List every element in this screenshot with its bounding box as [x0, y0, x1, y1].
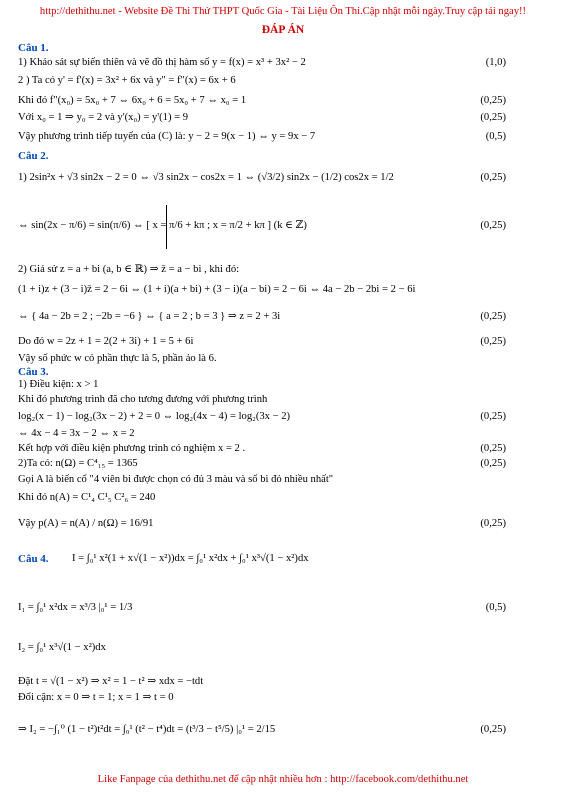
q2-line-1: 1) 2sin²x + √3 sin2x − 2 = 0 ⇔ √3 sin2x − cos2x = 1 ⇔ (√3/2) sin2x − (1/2) cos2x = 1/2: [18, 172, 394, 183]
q2-score-2: (0,25): [480, 220, 506, 231]
q2-line-4: (1 + i)z + (3 − i)z̄ = 2 − 6i ⇔ (1 + i)(a + bi) + (3 − i)(a − bi) = 2 − 6i ⇔ 4a − 2b − 2bi = 2 − 6i: [18, 284, 416, 295]
q1-score-4: (0,25): [480, 112, 506, 123]
q3-score-5: (0,25): [480, 443, 506, 454]
question-3-heading: Câu 3.: [18, 366, 49, 378]
q3-score-9: (0,25): [480, 518, 506, 529]
q2-score-6: (0,25): [480, 336, 506, 347]
q2-line-2: ⇔ sin(2x − π/6) = sin(π/6) ⇔ [ x = π/6 + kπ ; x = π/2 + kπ ] (k ∈ ℤ): [18, 220, 307, 231]
q3-line-9: Vậy p(A) = n(A) / n(Ω) = 16/91: [18, 518, 154, 529]
q4-line-2: I₁ = ∫₀¹ x²dx = x³/3 |₀¹ = 1/3: [18, 602, 133, 613]
q2-score-5: (0,25): [480, 311, 506, 322]
page-header: http://dethithu.net - Website Đề Thi Thử THPT Quốc Gia - Tài Liệu Ôn Thi.Cập nhật mỗi ngày.Truy cập tải ngay!!: [39, 6, 527, 17]
q2-line-3: 2) Giả sử z = a + bi (a, b ∈ ℝ) ⇒ z̄ = a − bi , khi đó:: [18, 264, 240, 275]
question-1-heading: Câu 1.: [18, 42, 49, 54]
page-title: ĐÁP ÁN: [261, 24, 305, 36]
q4-score-6: (0,25): [480, 724, 506, 735]
q3-line-3: log₂(x − 1) − log₂(3x − 2) + 2 = 0 ⇔ log₂(4x − 4) = log₂(3x − 2): [18, 411, 291, 422]
q2-line-7: Vậy số phức w có phần thực là 5, phần ảo là 6.: [18, 353, 217, 364]
page-footer: Like Fanpage của dethithu.net để cập nhật nhiều hơn : http://facebook.com/dethithu.net: [97, 774, 469, 785]
q3-line-4: ⇔ 4x − 4 = 3x − 2 ⇔ x = 2: [18, 428, 135, 439]
q1-line-2: 2 ) Ta có y' = f'(x) = 3x² + 6x và y" = f"(x) = 6x + 6: [18, 75, 236, 86]
question-2-heading: Câu 2.: [18, 150, 49, 162]
q4-line-6: ⇒ I₂ = −∫₁⁰ (1 − t²)t²dt = ∫₀¹ (t² − t⁴)dt = (t³/3 − t⁵/5) |₀¹ = 2/15: [18, 724, 276, 735]
q3-score-3: (0,25): [480, 411, 506, 422]
q1-line-1: 1) Khảo sát sự biến thiên và vẽ đồ thị hàm số y = f(x) = x³ + 3x² − 2: [18, 57, 306, 68]
q1-score-3: (0,25): [480, 95, 506, 106]
q1-score-1: (1,0): [485, 57, 506, 68]
q3-line-5: Kết hợp với điều kiện phương trình có nghiệm x = 2 .: [18, 443, 246, 454]
q4-line-4: Đặt t = √(1 − x²) ⇒ x² = 1 − t² ⇒ xdx = −tdt: [18, 676, 204, 687]
q2-line-6: Do đó w = 2z + 1 = 2(2 + 3i) + 1 = 5 + 6i: [18, 336, 194, 347]
question-4-heading: Câu 4.: [18, 553, 49, 565]
q4-line-1: I = ∫₀¹ x²(1 + x√(1 − x²))dx = ∫₀¹ x²dx + ∫₀¹ x³√(1 − x²)dx: [72, 553, 309, 564]
q1-score-5: (0,5): [485, 131, 506, 142]
q3-line-6: 2)Ta có: n(Ω) = C⁴₁₅ = 1365: [18, 458, 138, 469]
q4-line-5: Đổi cận: x = 0 ⇒ t = 1; x = 1 ⇒ t = 0: [18, 692, 174, 703]
q2-line-5: ⇔ { 4a − 2b = 2 ; −2b = −6 } ⇔ { a = 2 ; b = 3 } ⇒ z = 2 + 3i: [18, 311, 281, 322]
q2-score-1: (0,25): [480, 172, 506, 183]
q3-line-7: Gọi A là biến cố "4 viên bi được chọn có đủ 3 màu và số bi đỏ nhiều nhất": [18, 474, 334, 485]
q3-score-6: (0,25): [480, 458, 506, 469]
q1-line-4: Với x₀ = 1 ⇒ y₀ = 2 và y'(x₀) = y'(1) = 9: [18, 112, 189, 123]
q3-line-2: Khi đó phương trình đã cho tương đương với phương trình: [18, 394, 268, 405]
q4-score-2: (0,5): [485, 602, 506, 613]
q1-line-3: Khi đó f"(x₀) = 5x₀ + 7 ⇔ 6x₀ + 6 = 5x₀ + 7 ⇔ x₀ = 1: [18, 95, 247, 106]
q1-line-5: Vậy phương trình tiếp tuyến của (C) là: y − 2 = 9(x − 1) ⇔ y = 9x − 7: [18, 131, 316, 142]
q3-line-1: 1) Điều kiện: x > 1: [18, 379, 99, 390]
q3-line-8: Khi đó n(A) = C¹₄ C¹₅ C²₆ = 240: [18, 492, 156, 503]
q4-line-3: I₂ = ∫₀¹ x³√(1 − x²)dx: [18, 642, 106, 653]
